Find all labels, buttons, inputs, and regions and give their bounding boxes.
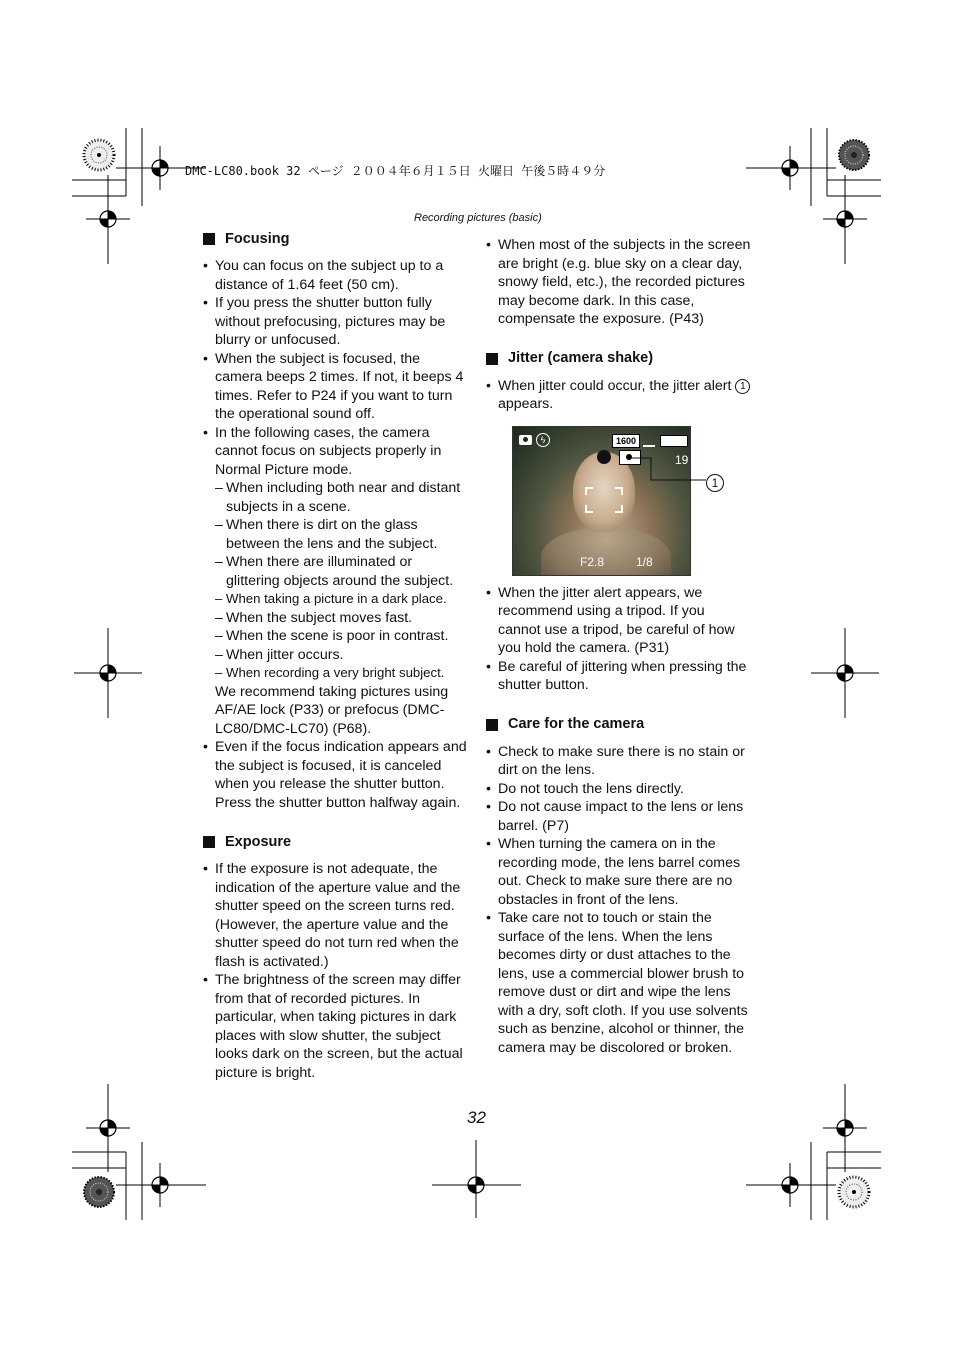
af-frame xyxy=(585,487,623,513)
sub-list-item: – When the subject moves fast. xyxy=(215,609,468,628)
care-list xyxy=(486,743,751,1058)
list-item: • Check to make sure there is no stain or dirt on the lens. xyxy=(486,743,751,780)
list-item: • Do not touch the lens directly. xyxy=(486,780,751,799)
callout-number-icon: 1 xyxy=(706,474,724,492)
square-bullet-icon xyxy=(203,836,215,848)
list-item: • When the jitter alert appears, we recommend using a tripod. If you cannot use a tripod, be careful of how you hold the camera. (P31) xyxy=(486,584,751,658)
iso-indicator: 1600 xyxy=(612,434,640,448)
square-bullet-icon xyxy=(203,233,215,245)
list-item: • Take care not to touch or stain the surface of the lens. When the lens becomes dirty or dust attaches to the lens, use a commercial blower brush to remove dust or dirt and wipe the lens with a dry, soft cloth. If you use solvents such as benzine, alcohol or thinner, the camera may be discolored or broken. xyxy=(486,909,751,1057)
jitter-list xyxy=(486,377,751,414)
list-item: • Even if the focus indication appears and the subject is focused, it is canceled when you release the shutter button. Press the shutter button halfway again. xyxy=(203,738,468,812)
file-header-line: DMC-LC80.book 32 ページ ２００４年６月１５日 火曜日 午後５時４９分 xyxy=(185,164,606,178)
list-item: • You can focus on the subject up to a distance of 1.64 feet (50 cm). xyxy=(203,257,468,294)
shutter-speed-value: 1/8 xyxy=(636,554,653,569)
list-item: • Do not cause impact to the lens or lens barrel. (P7) xyxy=(486,798,751,835)
sub-list-item: – When the scene is poor in contrast. xyxy=(215,627,468,646)
sub-list-item: – When including both near and distant subjects in a scene. xyxy=(215,479,468,516)
battery-icon xyxy=(660,435,688,447)
left-column xyxy=(203,229,468,1082)
square-bullet-icon xyxy=(486,719,498,731)
jitter-list-continued xyxy=(486,584,751,695)
white-balance-icon xyxy=(643,436,655,447)
list-item: • In the following cases, the camera cannot focus on subjects properly in Normal Picture mode. – When including both near and distant subjects in a scene. – When there is dirt on the glass between the lens and the subject. – When there are illuminated or glittering objects around the subject. – When taking a picture in a dark place. – When the subject moves fast. – When the scene is poor in contrast. – When jitter occurs. – When recording a very bright subject. We recommend taking pictures using AF/AE lock (P33) or prefocus (DMC-LC80/DMC-LC70) (P68). xyxy=(203,424,468,739)
section-title-exposure: Exposure xyxy=(203,832,468,852)
exposure-list-continued xyxy=(486,236,751,329)
flash-auto-icon: ϟ xyxy=(536,433,550,447)
sub-list-item: – When there is dirt on the glass between the lens and the subject. xyxy=(215,516,468,553)
page-number: 32 xyxy=(467,1108,486,1127)
list-item: • Be careful of jittering when pressing the shutter button. xyxy=(486,658,751,695)
record-dot-icon xyxy=(597,450,611,464)
shots-remaining: 19 xyxy=(675,452,689,467)
sub-list xyxy=(215,479,468,683)
sub-list-item: – When taking a picture in a dark place. xyxy=(215,590,468,609)
list-item: • When jitter could occur, the jitter alert 1 appears. xyxy=(486,377,751,414)
lcd-figure xyxy=(486,426,751,576)
section-title-care: Care for the camera xyxy=(486,715,751,735)
sub-list-item: – When jitter occurs. xyxy=(215,646,468,665)
callout-number-icon: 1 xyxy=(735,379,750,394)
list-item: • If the exposure is not adequate, the indication of the aperture value and the shutter speed on the screen turns red. (However, the aperture value and the shutter speed do not turn red when the flash is activated.) xyxy=(203,860,468,971)
list-item: • If you press the shutter button fully without prefocusing, pictures may be blurry or unfocused. xyxy=(203,294,468,350)
star-target-icon xyxy=(84,1177,114,1207)
square-bullet-icon xyxy=(486,353,498,365)
list-item: • When the subject is focused, the camera beeps 2 times. If not, it beeps 4 times. Refer to P24 if you want to turn the operational sound off. xyxy=(203,350,468,424)
running-head: Recording pictures (basic) xyxy=(414,212,542,224)
list-item: • When most of the subjects in the screen are bright (e.g. blue sky on a clear day, snowy field, etc.), the recorded pictures may become dark. In this case, compensate the exposure. (P43) xyxy=(486,236,751,329)
aperture-value: F2.8 xyxy=(580,554,605,569)
section-title-jitter: Jitter (camera shake) xyxy=(486,349,751,369)
star-target-icon xyxy=(839,140,869,170)
lcd-screen-image xyxy=(512,426,691,576)
camera-mode-icon xyxy=(519,435,532,445)
star-target-icon xyxy=(839,1177,869,1207)
section-title-focusing: Focusing xyxy=(203,229,468,249)
sub-list-item: – When there are illuminated or glittering objects around the subject. xyxy=(215,553,468,590)
list-item: • The brightness of the screen may differ from that of recorded pictures. In particular, when taking pictures in dark places with slow shutter, the subject looks dark on the screen, but the actual picture is bright. xyxy=(203,971,468,1082)
sub-list-item: – When recording a very bright subject. xyxy=(215,664,468,683)
star-target-icon xyxy=(84,140,114,170)
list-item: • When turning the camera on in the recording mode, the lens barrel comes out. Check to make sure there are no obstacles in front of the lens. xyxy=(486,835,751,909)
focusing-list xyxy=(203,257,468,812)
right-column xyxy=(486,236,751,1057)
exposure-list xyxy=(203,860,468,1082)
